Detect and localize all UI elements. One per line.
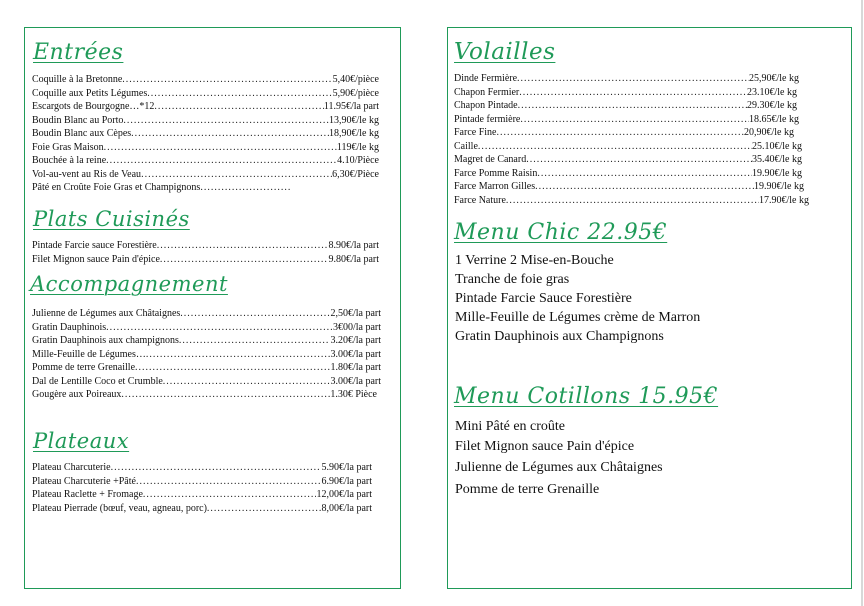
item-name: Boudin Blanc aux Cèpes <box>32 128 132 139</box>
item-name: Foie Gras Maison <box>32 141 104 153</box>
menu-page-left <box>24 27 401 589</box>
menu-item <box>454 194 809 208</box>
item-name: Chapon Pintade <box>454 100 518 111</box>
item-name: Julienne de Légumes aux Châtaignes <box>32 308 181 319</box>
section-title-menu-cotillons: Menu Cotillons 15.95€ <box>454 384 719 409</box>
leader-dots <box>135 361 330 375</box>
item-name: Magret de Canard <box>454 154 527 165</box>
item-name: Caille <box>454 140 478 152</box>
item-name: Gratin Dauphinois <box>32 321 107 333</box>
item-price: 5.90€/la part <box>321 462 372 473</box>
leader-dots <box>147 87 332 101</box>
item-price: 5,90€/pièce <box>332 87 379 99</box>
leader-dots <box>106 321 333 335</box>
item-name: Dal de Lentille Coco et Crumble <box>32 375 163 387</box>
menu-course: Pomme de terre Grenaille <box>455 482 600 497</box>
menu-item <box>32 334 381 348</box>
menu-item <box>454 72 799 86</box>
item-price: 9.80€/la part <box>328 253 379 265</box>
plats-cuisines-list <box>32 239 379 266</box>
plateaux-list <box>32 461 376 515</box>
menu-item <box>32 181 292 195</box>
leader-dots <box>537 167 752 181</box>
leader-dots <box>111 461 322 475</box>
menu-item <box>32 239 379 253</box>
leader-dots <box>122 73 332 87</box>
leader-dots <box>154 100 323 114</box>
item-price: 3.20€/la part <box>330 335 381 346</box>
leader-dots <box>141 168 332 182</box>
leader-dots <box>478 140 752 154</box>
menu-item <box>32 87 379 101</box>
menu-course: Julienne de Légumes aux Châtaignes <box>455 460 663 475</box>
section-title-menu-chic: Menu Chic 22.95€ <box>454 220 668 245</box>
menu-item <box>454 99 797 113</box>
item-name: Farce Marron Gilles <box>454 181 536 192</box>
item-name: Farce Pomme Raisin <box>454 167 538 179</box>
leader-dots <box>497 126 745 140</box>
menu-item <box>32 154 379 168</box>
menu-item <box>454 113 799 127</box>
menu-item <box>32 361 381 375</box>
item-price: 11.95€/la part <box>323 101 379 112</box>
leader-dots <box>104 141 337 155</box>
item-price: 8.90€/la part <box>328 240 379 251</box>
menu-chic-list <box>455 251 700 346</box>
leader-dots <box>535 180 754 194</box>
menu-item <box>454 140 802 154</box>
item-price: 20,90€/le kg <box>744 127 794 138</box>
menu-item <box>32 475 372 489</box>
leader-dots <box>131 127 329 141</box>
item-price: 23.10€/le kg <box>747 86 797 98</box>
section-title-accompagnement: Accompagnement <box>30 272 228 296</box>
leader-dots <box>519 86 747 100</box>
item-price: 6,30€/Pièce <box>332 168 379 180</box>
item-name: Escargots de Bourgogne…*12 <box>32 101 155 112</box>
item-name: Plateau Pierrade (bœuf, veau, agneau, porc) <box>32 502 207 514</box>
item-price: 3.00€/la part <box>330 375 381 387</box>
item-name: Farce Nature <box>454 194 506 206</box>
menu-item <box>32 253 379 267</box>
item-price: 19.90€/le kg <box>752 167 802 179</box>
item-price: 3€00/la part <box>332 321 381 333</box>
menu-item <box>32 488 372 502</box>
item-price: 12,00€/la part <box>316 489 372 500</box>
page-edge-scrollbar <box>861 0 863 606</box>
item-price: 17.90€/le kg <box>759 194 809 206</box>
menu-item <box>32 127 379 141</box>
leader-dots <box>163 375 331 389</box>
leader-dots <box>518 99 747 113</box>
leader-dots <box>180 307 330 321</box>
menu-item <box>32 141 379 155</box>
menu-item <box>454 86 797 100</box>
item-price: 3.00€/la part <box>330 348 381 360</box>
menu-cotillons-list <box>455 417 663 501</box>
section-title-plateaux: Plateaux <box>33 429 130 453</box>
menu-course: Gratin Dauphinois aux Champignons <box>455 329 664 344</box>
menu-item <box>32 307 381 321</box>
item-name: Plateau Charcuterie <box>32 462 111 473</box>
menu-item <box>32 461 372 475</box>
menu-course: Pintade Farcie Sauce Forestière <box>455 291 632 306</box>
item-name: Boudin Blanc au Porto <box>32 114 124 126</box>
menu-course: Filet Mignon sauce Pain d'épice <box>455 439 635 454</box>
item-name: Coquille aux Petits Légumes <box>32 87 148 99</box>
item-price: 4.10/Pièce <box>337 155 379 166</box>
item-name: Gratin Dauphinois aux champignons <box>32 335 179 346</box>
menu-course: Mini Pâté en croûte <box>455 419 566 434</box>
leader-dots <box>146 348 331 362</box>
item-price: 29.30€/le kg <box>747 100 797 111</box>
item-price: 35.40€/le kg <box>752 154 802 165</box>
leader-dots <box>526 153 752 167</box>
item-name: Pâté en Croûte Foie Gras et Champignons <box>32 182 201 193</box>
item-name: Mille-Feuille de Légumes… <box>32 348 146 360</box>
leader-dots <box>106 154 337 168</box>
section-title-entrees: Entrées <box>33 40 124 65</box>
item-name: Pintade Farcie sauce Forestière <box>32 240 157 251</box>
menu-course: Tranche de foie gras <box>455 272 570 287</box>
menu-item <box>454 126 794 140</box>
leader-dots <box>136 475 322 489</box>
leader-dots <box>520 113 749 127</box>
item-price: 1.80€/la part <box>330 362 381 373</box>
item-name: Bouchée à la reine <box>32 155 107 166</box>
menu-item <box>454 153 802 167</box>
item-name: Pintade fermière <box>454 113 521 125</box>
leader-dots <box>517 72 749 86</box>
leader-dots <box>123 114 329 128</box>
leader-dots <box>200 181 292 195</box>
item-name: Coquille à la Bretonne <box>32 74 123 85</box>
menu-course: 1 Verrine 2 Mise-en-Bouche <box>455 253 614 268</box>
item-name: Plateau Charcuterie +Pâté <box>32 475 136 487</box>
leader-dots <box>506 194 759 208</box>
leader-dots <box>157 239 329 253</box>
item-price: 13,90€/le kg <box>329 114 379 126</box>
item-name: Gougère aux Poireaux <box>32 389 122 400</box>
leader-dots <box>121 388 330 402</box>
menu-item <box>32 168 379 182</box>
item-price: 2,50€/la part <box>330 308 381 319</box>
menu-item <box>454 167 802 181</box>
item-price: 18.65€/le kg <box>749 113 799 125</box>
item-name: Plateau Raclette + Fromage <box>32 489 143 500</box>
item-name: Pomme de terre Grenaille <box>32 362 136 373</box>
menu-item <box>32 321 381 335</box>
item-price: 25.10€/le kg <box>752 140 802 152</box>
item-price: 25,90€/le kg <box>749 73 799 84</box>
item-price: 6.90€/la part <box>321 475 372 487</box>
menu-item <box>32 114 379 128</box>
item-price: 19.90€/le kg <box>754 181 804 192</box>
item-price: 8,00€/la part <box>321 502 372 514</box>
item-name: Dinde Fermière <box>454 73 518 84</box>
menu-item <box>32 375 381 389</box>
item-name: Vol-au-vent au Ris de Veau <box>32 168 142 180</box>
item-name: Chapon Fermier <box>454 86 520 98</box>
item-price: 1.30€ Pièce <box>330 389 377 400</box>
menu-item <box>32 100 379 114</box>
item-price: 18,90€/le kg <box>329 128 379 139</box>
menu-item <box>32 348 381 362</box>
leader-dots <box>207 502 322 516</box>
menu-item <box>32 502 372 516</box>
item-name: Filet Mignon sauce Pain d'épice <box>32 253 160 265</box>
menu-course: Mille-Feuille de Légumes crème de Marron <box>455 310 701 325</box>
volailles-list <box>454 72 812 207</box>
section-title-volailles: Volailles <box>454 39 556 65</box>
leader-dots <box>143 488 317 502</box>
entrees-list <box>32 73 379 195</box>
item-price: 5,40€/pièce <box>332 74 379 85</box>
leader-dots <box>179 334 331 348</box>
menu-item <box>32 73 379 87</box>
accompagnement-list <box>32 307 381 402</box>
leader-dots <box>160 253 329 267</box>
menu-page-right <box>447 27 852 589</box>
section-title-plats-cuisines: Plats Cuisinés <box>33 207 190 231</box>
item-name: Farce Fine <box>454 127 497 138</box>
menu-item <box>32 388 377 402</box>
item-price: 119€/le kg <box>336 141 379 153</box>
menu-item <box>454 180 804 194</box>
